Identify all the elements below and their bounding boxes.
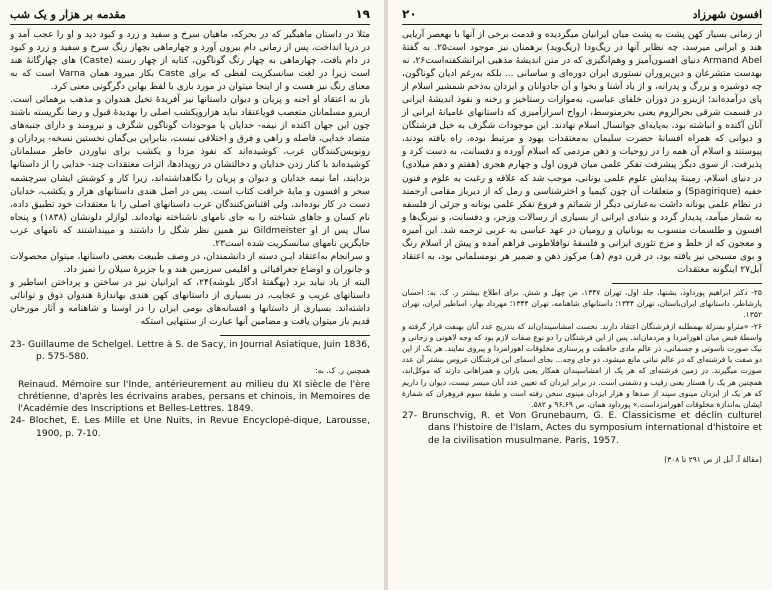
right-footnotes [402,287,762,466]
left-page-title: مقدمه بر هزار و یک شب [10,7,126,21]
right-page-body [402,29,762,277]
left-page [0,0,384,590]
left-page-header [10,6,370,25]
right-page-title: افسون شهرزاد [692,7,762,21]
footnote-divider [220,335,370,336]
left-footnotes [10,339,370,440]
footnote-divider [612,283,762,284]
right-page [388,0,772,590]
footnote-27-tail: (مقالهٔ آ. آبل از ص ۲۹۱ تا ۳۰۸) [664,455,762,465]
paragraph: البته از یاد نباید برد (بهگفتهٔ ادگار بلوشه)۲۴، که ایرانیان نیز در ساختن و پرداختن اساطیر و داستانهای غریب و عجایب، در بسیاری از داستانهای کهن هندی بهاندازهٔ هندوان ذوق و توانائی داشته‌اند. بسیاری از داستانها و افسانه‌های بومی ایران را در اوستا و شاهنامه و آثار مورخان قدیم باز میتوان یافت و مضامین آنها عبارت از ستنهایی استکه [10,277,370,328]
paragraph: باز به اعتقاد او اجنه و پریان و دیوان داستانها نیز آفریدهٔ تخیل هندوان و مذهب برهمائی است. ازینرو مسلمانان متعصب قویاعتقاد نباید هزارویکشب اصلی را بهدیدهٔ قبول و رضا نگریسته باشند چون این جهان اکنده از نیمه- خدایان یا موجودات گوناگون شگرف و نیرومند و دارای جنبه‌های متضاد خدایی، فاصله و راهی و فرق و اختلافی نیست، بنابراین بی‌گمان نخستین نسخه- پردازان و رونویس‌کنندگان عرب، کوشیده‌اند که نفوذ مزدا و یکشب برای نیاوردن خاطر مسلمانان کوشیده‌اند با کنار زدن خدایان و دخالتشان در رویدادها، اثرات معتقدات چند- خدایی را از داستانها بزدایند، اما نیمه خدایان و دیوان و پریان را نگاهداشته‌اند، زیرا کار و کوشش ایشان سرچشمه سحر و افسون و مایهٔ خرافت کتاب است. پس در اصل هندی داستانهای هزار و یکشب، خدایان دست در کار بوده‌اند، ولی اقتباس‌کنندگان عرب داستانهای اصلی را با معتقدات خود تطبیق داده، نام کسان و جاهای شناخته را به‌ جای نامهای ناشناخته نهاده‌اند. لوازلر دلونشان (۱۸۳۸) و پنجاه سال پس از او Gildmeister نیز همین نظر شگل را داشتند و میپنداشتند که نامهای عرب جایگزین نامهای سانسکریت شده است۲۳. [10,95,371,249]
left-page-number: ۱۹ [355,7,370,21]
footnote-27: 27- Brunschvig, R. et Von Grunebaum, G. E. Classicisme et déclin culturel dans l'histoire de l'Islam, Actes du symposium international d'histoire et de la civilisation musulmane. Paris, 1957. [402,410,762,446]
footnote-24: 24- Blochet, E. Les Mille et Une Nuits, in Revue Encyclopé-dique, Larousse, 1900, p. 7-10. [10,415,370,439]
right-page-header [402,6,762,25]
paragraph: و سرانجام به‌اعتقاد ایـن دسته از دانشمندان، در وصف طبیعت بعضی داستانها، میتوان محصولات و جانوران و اوضاع جغرافیائی و اقلیمی سرزمین هند و یا جزیرهٔ سیلان را تمیز داد. [10,251,370,275]
footnote-reinaud: Reinaud. Mémoire sur l'Inde, antérieurement au milieu du XI siècle de l'ère chrétienne, d'après les écrivains arabes, persans et chinois, in Memoires de l'Académie des Inscriptions et Belles-Lettres. 1849. [18,378,370,415]
right-page-number: ۲۰ [402,7,417,21]
footnote-23: 23- Guillaume de Schelgel. Lettre à S. de Sacy, in Journal Asiatique, Juin 1836, p. 575-580. [10,339,370,363]
left-page-body [10,29,370,329]
footnote-see-also: همچنین ر. ک. به: [315,366,370,376]
footnote-26: ۲۶- «مثراو بمنزلهٔ بهمطلبه ازفرشتگان اعتقاد دارند. نخست امشاسپندان‌اند که بتدریج عدد آنان بهنفت قرار گرفته و واسطهٔ فیض میان اهورامزدا و مردمان‌اند. پس از این فرشتگان را دو نوع صفات لازم بود که وجه لاهوتی و رحانی و نیک صورت ناسوتی و جسمانی، در عالم مادی حافظت و پرستاری مخلوقات اهورامزدا و پیروی نمایند. هر یک از این دو صفت یا فرشته‌ای که در عالم نباتی مانع میشود، دو جای وجه... بجای اسمای این فرشتگان عروس بیشتر آن عدد صورت میگیرند. در زمین فرشته‌ای که هر یک از امشاسپندان همکار یعنی یاران و همراهانی دارند که موکل‌اند، همچنین هر یک را هستار یعنی رقیب و دشمنی است. در برابر ایزدان که تعیین عدد آنان میسر نیست، دیوان را داریم که هر یک از ایزدان مینوی سپند از صدها و هزار ایزدان مینوی سخن رفته است و طبقهٔ سوم فروهران که شمارهٔ ایشان به‌اندازهٔ مخلوقات اهورامزداست.» پورداود همان، ص ۶۹ـ۹۶ و ۵۸۲. [402,321,762,409]
paragraph: از زمانی بسیار کهن پشت به پشت میان ایرانیان میگردیده و قدمت برخی از آنها با بهعصر آریایی هند و ایرانی میرسد، چه نظایر آنها در ریگ‌ودا (ریگ‌وید) برهمنان نیز موجود است۲۵. به گفتهٔ Armand Abel دنیای افسون‌آمیز و وهم‌انگیزی که در متن اندیشهٔ مذهبی ایرانشکفته‌است۲۶، نه بهدست متشرعان و دین‌پروران نستوری ایران دوره‌ای و ساسانی ... بلکه به‌رغم ادیان گوناگون، چه دوشیزه و بزرگ و پدرانه، و از یاد آشنا و بخوا و آن جادوانان و ایزدان به‌ذخم شمشیر اسلام از پای درآمده‌اند؛ ازینرو در دوران خلفای عباسی، به‌موازات رستاخیز و رخنه و نفوذ اندیشهٔ ایرانی در قسمت شرقی بحرالروم یعنی بحرمتوسط، ارواح اسرارآمیزی که داستانهای عامیانهٔ ایرانی از آنان آکنده و انباشته بود، به‌پایه‌ای جوانسال اسلام نهادند. این موجودات شگرف به خیل فرشتگان و دیوانی که همراه افسانهٔ حضرت سلیمان به‌معتقدات یهود و مرتبط بوده، راه یافته بودند، پیوستند و اسلام آن همه را در روحیات و ذهن مردمی که اسلام آورده و دفسانت، به دست کرد و پذیرفت. از سوی دیگر پیشرفت تفکر علمی میان قرون اول و چهارم هجری (هفتم و دهم میلادی) در دنیای اسلام، زمینهٔ پیدایش علوم علمی یونانی، موجب شد که علاقه و رغبت به علوم و فنون خفیه (Spagirique) و متعلقات آن چون کیمیا و اخترشناسی و رمل که از دیرباز مقامی ارجمند در نظام علمی یونانه داشت به‌عبارتی دیگر از شماتم و فروع تفکر علمی یونانه و جزئی از فلسفه به شمار میآمد، پدیدار گردد و بنیادی ایرانی از بسیاری از رسالات وزجر، و دفسانت، و نیرنگ‌ها و افسون و طلسمات منسوب به یونانیان و رومیان در عهد عباسی به عربی ترجمه شد. این آمیزه و معجون که از خلط و مزج تئوری ایرانی و فلسفهٔ نوافلاطونی فراهم آمده و پیش از اسلام رنگ و بوی مسیحی نیز یافته بود، در قرن دوم (هـ) مرکوز ذهن و ضمیر هر نومسلمانی بود، به اعتقاد آبل۲۷ اینگونه معتقدات [402,30,763,275]
paragraph: مثلا در داستان ماهیگیر که در بحرکه، ماهیان سرخ و سفید و زرد و کبود دید و او را عجب آمد و در دریا انداخت، پس از زمانی دام بیرون آورد و چهارماهی بچهار رنگ سرخ و سفید و زرد و کبود در دام یافت، چهارماهی به چهار رنگ گوناگون، کنایه از چهار رسته (Caste) های چهارگانهٔ هند است زیرا در لغت سانسکریت لفظی که برای Caste بکار میرود همان Varna است که به معنای رنگ نیز هست و از اینجا میتوان در مورد بازی با لفظ بهاین دگرگونی معنی کرد. [10,30,370,93]
footnote-25: ۲۵- دکتر ابراهیم پورداود، یشتها، جلد اول، تهران ۱۳۴۷، ص چهل و شش. برای اطلاع بیشتر ر. ک. به: احسان یارشاطر، داستانهای ایران‌باستان، تهران ۱۳۴۴؛ داستانهای شاهنامه، تهران ۱۳۴۴؛ مهرداد بهار، اساطیر ایران، تهران ۱۳۵۲. [402,287,762,320]
persian-footnotes [402,287,762,410]
